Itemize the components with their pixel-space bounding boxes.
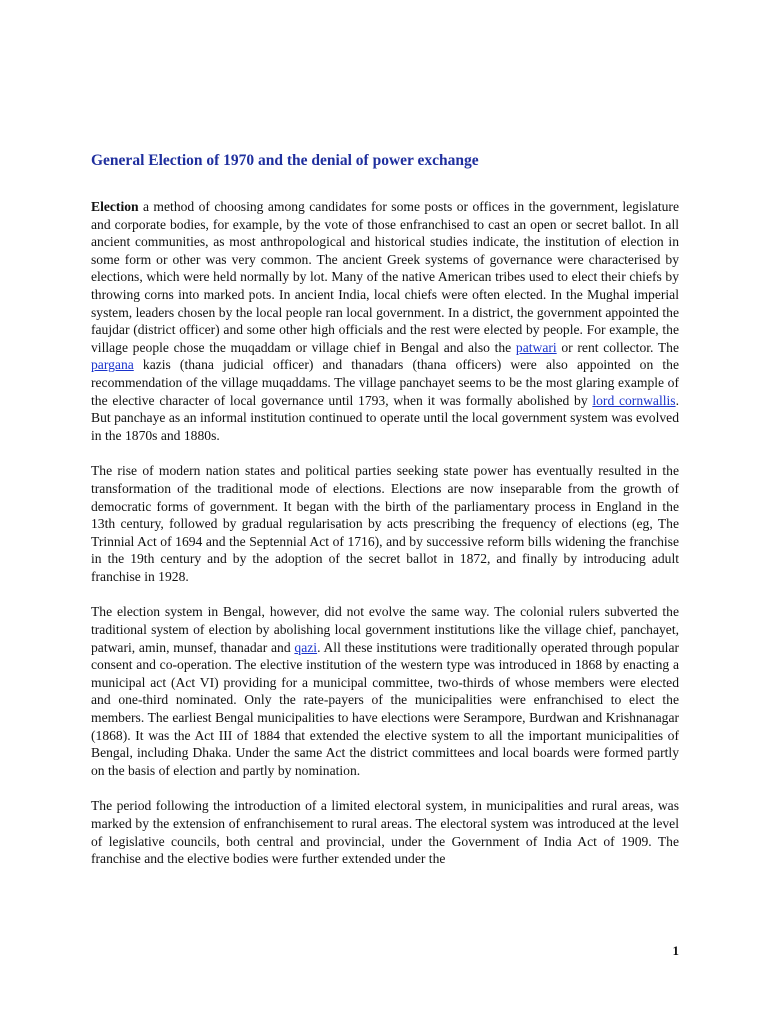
paragraph-bengal-elections [91, 603, 679, 779]
text-segment: The election system in Bengal, however, did not evolve the same way. The colonial rulers subverted the traditional system of election by abolishing local government institutions like the village chief, panchayet, patwari, amin, munsef, thanadar and [91, 604, 679, 655]
link-pargana[interactable]: pargana [91, 357, 134, 373]
text-segment: a method of choosing among candidates for some posts or offices in the government, legislature and corporate bodies, for example, by the vote of those enfranchised to cast an open or secret ballot. In all ancient communities, as most anthropological and historical studies indicate, the institution of election in some form or other was very common. The ancient Greek systems of governance were characterised by elections, which were held normally by lot. Many of the native American tribes used to elect their chiefs by throwing corns into marked pots. In ancient India, local chiefs were often elected. In the Mughal imperial system, leaders chosen by the local people ran local government. In a district, the government appointed the faujdar (district officer) and some other high officials and the rest were elected by people. For example, the village people chose the muqaddam or village chief in Bengal and also the [91, 199, 679, 355]
link-qazi[interactable]: qazi [294, 639, 318, 655]
document-title: General Election of 1970 and the denial of power exchange [91, 152, 479, 169]
text-segment: . All these institutions were traditionally operated through popular consent and co-operation. The elective institution of the western type was introduced in 1868 by enacting a municipal act (Act VI) providing for a municipal committee, two-thirds of whose members were elected and one-third nominated. Only the rate-payers of the municipalities were enfranchised to elect the members. The earliest Bengal municipalities to have elections were Serampore, Burdwan and Krishnanagar (1868). It was the Act III of 1884 that extended the elective system to all the important municipalities of Bengal, including Dhaka. Under the same Act the district committees and local boards were formed partly on the basis of election and partly by nomination. [91, 639, 680, 778]
paragraph-modern-elections: The rise of modern nation states and political parties seeking state power has eventually resulted in the transformation of the traditional mode of elections. Elections are now inseparable from the growth of democratic forms of government. It began with the birth of the parliamentary process in England in the 13th century, followed by gradual regularisation by acts prescribing the frequency of elections (eg, The Trinnial Act of 1694 and the Septennial Act of 1716), and by successive reform bills widening the franchise in the 19th century and by the adoption of the secret ballot in 1872, and finally by introducing adult franchise in 1928. [91, 463, 679, 584]
document-body [91, 198, 679, 886]
text-segment: kazis (thana judicial officer) and thanadars (thana officers) were also appointed on the recommendation of the village muqaddams. The village panchayet seems to be the most glaring example of the elective character of local governance until 1793, when it was formally abolished by [91, 357, 679, 408]
paragraph-enfranchisement: The period following the introduction of a limited electoral system, in municipalities and rural areas, was marked by the extension of enfranchisement to rural areas. The electoral system was introduced at the level of legislative councils, both central and provincial, under the Government of India Act of 1909. The franchise and the elective bodies were further extended under the [91, 798, 679, 867]
term-election: Election [91, 199, 139, 214]
link-lord-cornwallis[interactable]: lord cornwallis [592, 392, 676, 408]
text-segment: or rent collector. The [556, 339, 679, 355]
page-number: 1 [672, 943, 679, 958]
link-patwari[interactable]: patwari [515, 339, 557, 355]
text-segment: . But panchaye as an informal institution continued to operate until the local government system was evolved in the 1870s and 1880s. [91, 392, 679, 443]
paragraph-election-definition [91, 198, 679, 444]
